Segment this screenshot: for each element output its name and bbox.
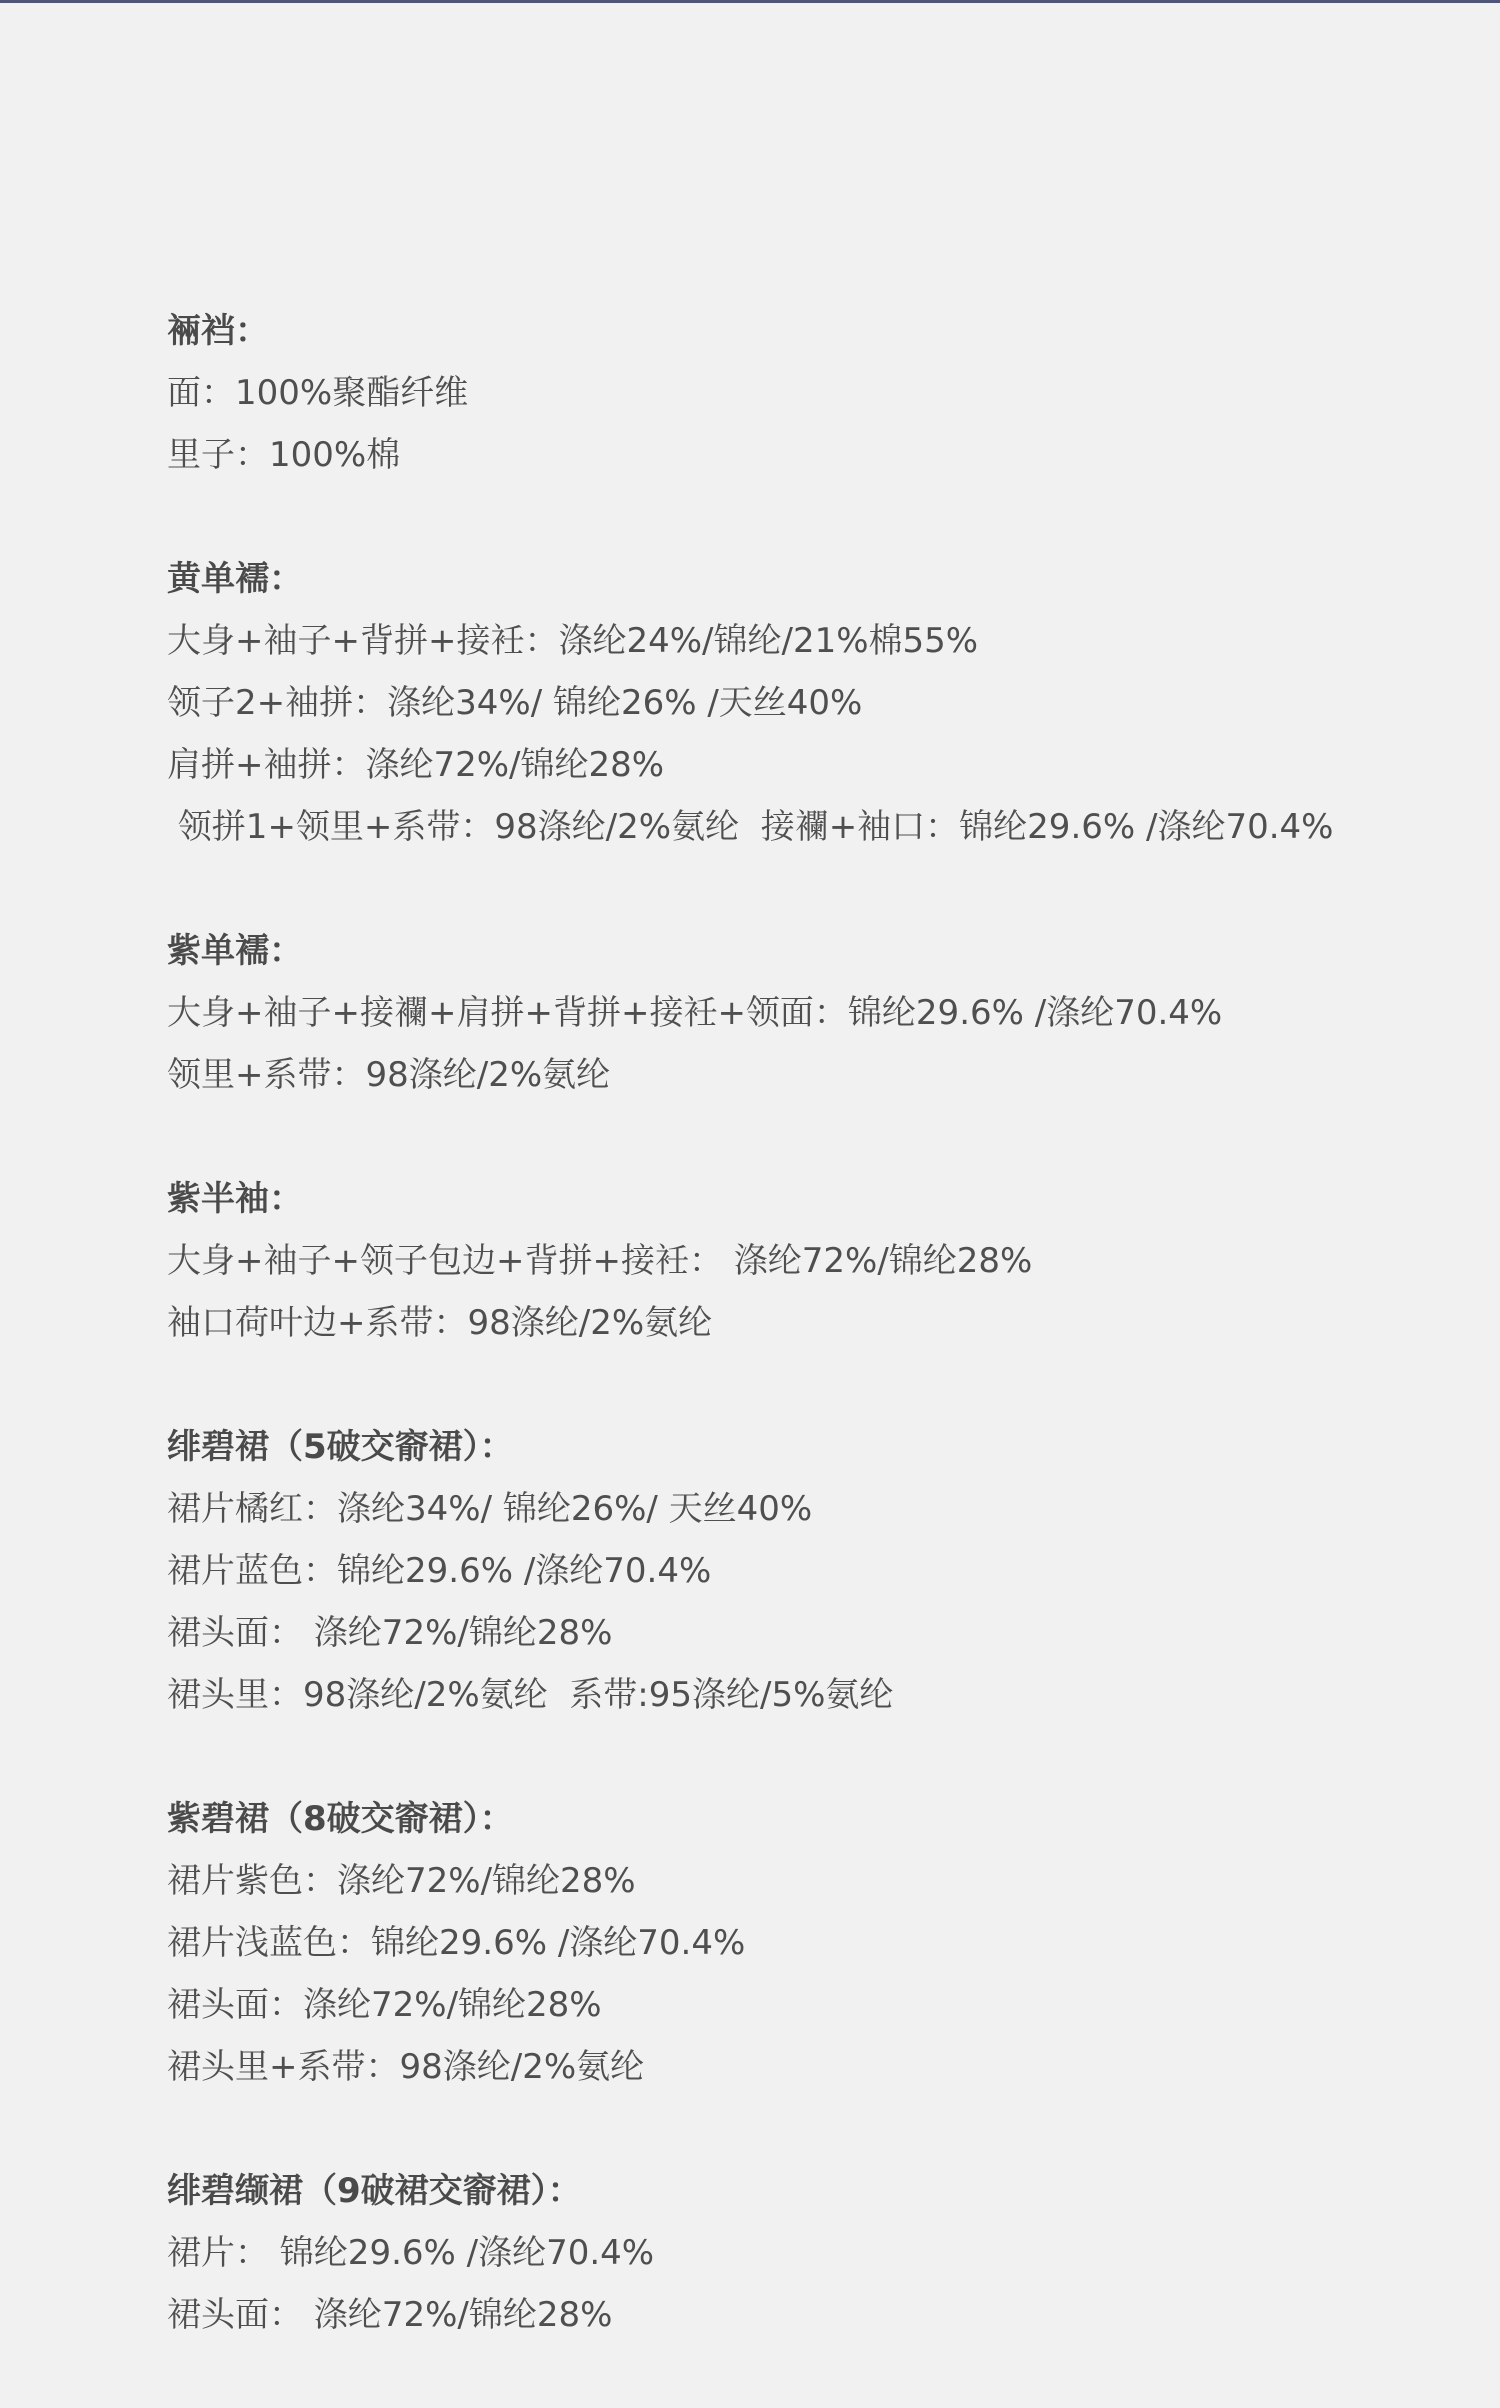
composition-line: 裙头面：涤纶72%/锦纶28% (167, 1985, 602, 2025)
section-title: 黄单襦： (167, 559, 303, 599)
composition-line: 裙片： 锦纶29.6% /涤纶70.4% (167, 2233, 655, 2273)
section-yellow-shirt (167, 548, 1447, 858)
section-title: 紫碧裙（8破交窬裙）： (167, 1799, 514, 1839)
composition-line: 领拼1+领里+系带：98涤纶/2%氨纶 接襴+袖口：锦纶29.6% /涤纶70.4% (167, 807, 1334, 847)
section-purple-shirt (167, 920, 1447, 1106)
composition-line: 裙片橘红：涤纶34%/ 锦纶26%/ 天丝40% (167, 1489, 813, 1529)
section-title: 裲裆： (167, 311, 269, 351)
fabric-composition-list (167, 300, 1447, 2408)
section-title: 紫半袖： (167, 1179, 303, 1219)
composition-line: 裙头里+系带：98涤纶/2%氨纶 (167, 2047, 645, 2087)
composition-line: 领里+系带：98涤纶/2%氨纶 (167, 1055, 611, 1095)
composition-line: 袖口荷叶边+系带：98涤纶/2%氨纶 (167, 1303, 713, 1343)
composition-line: 里子：100%棉 (167, 435, 401, 475)
section-red-blue-skirt (167, 1416, 1447, 1726)
composition-line: 裙头里：98涤纶/2%氨纶 系带:95涤纶/5%氨纶 (167, 1675, 894, 1715)
top-border-line (0, 0, 1500, 3)
composition-line: 领子2+袖拼：涤纶34%/ 锦纶26% /天丝40% (167, 683, 863, 723)
composition-line: 面：100%聚酯纤维 (167, 373, 469, 413)
section-dyed-skirt (167, 2160, 1447, 2346)
composition-line: 大身+袖子+背拼+接衽：涤纶24%/锦纶/21%棉55% (167, 621, 979, 661)
composition-line: 裙头面： 涤纶72%/锦纶28% (167, 2295, 613, 2335)
section-title: 绯碧缬裙（9破裙交窬裙）： (167, 2171, 582, 2211)
composition-line: 大身+袖子+接襴+肩拼+背拼+接衽+领面：锦纶29.6% /涤纶70.4% (167, 993, 1223, 1033)
section-title: 绯碧裙（5破交窬裙）： (167, 1427, 514, 1467)
composition-line: 裙片蓝色：锦纶29.6% /涤纶70.4% (167, 1551, 712, 1591)
composition-line: 肩拼+袖拼：涤纶72%/锦纶28% (167, 745, 665, 785)
composition-line: 大身+袖子+领子包边+背拼+接衽： 涤纶72%/锦纶28% (167, 1241, 1033, 1281)
section-liangdang (167, 300, 1447, 486)
section-purple-blue-skirt (167, 1788, 1447, 2098)
section-title: 紫单襦： (167, 931, 303, 971)
composition-line: 裙头面： 涤纶72%/锦纶28% (167, 1613, 613, 1653)
composition-line: 裙片紫色：涤纶72%/锦纶28% (167, 1861, 636, 1901)
section-purple-half-sleeve (167, 1168, 1447, 1354)
composition-line: 裙片浅蓝色：锦纶29.6% /涤纶70.4% (167, 1923, 746, 1963)
